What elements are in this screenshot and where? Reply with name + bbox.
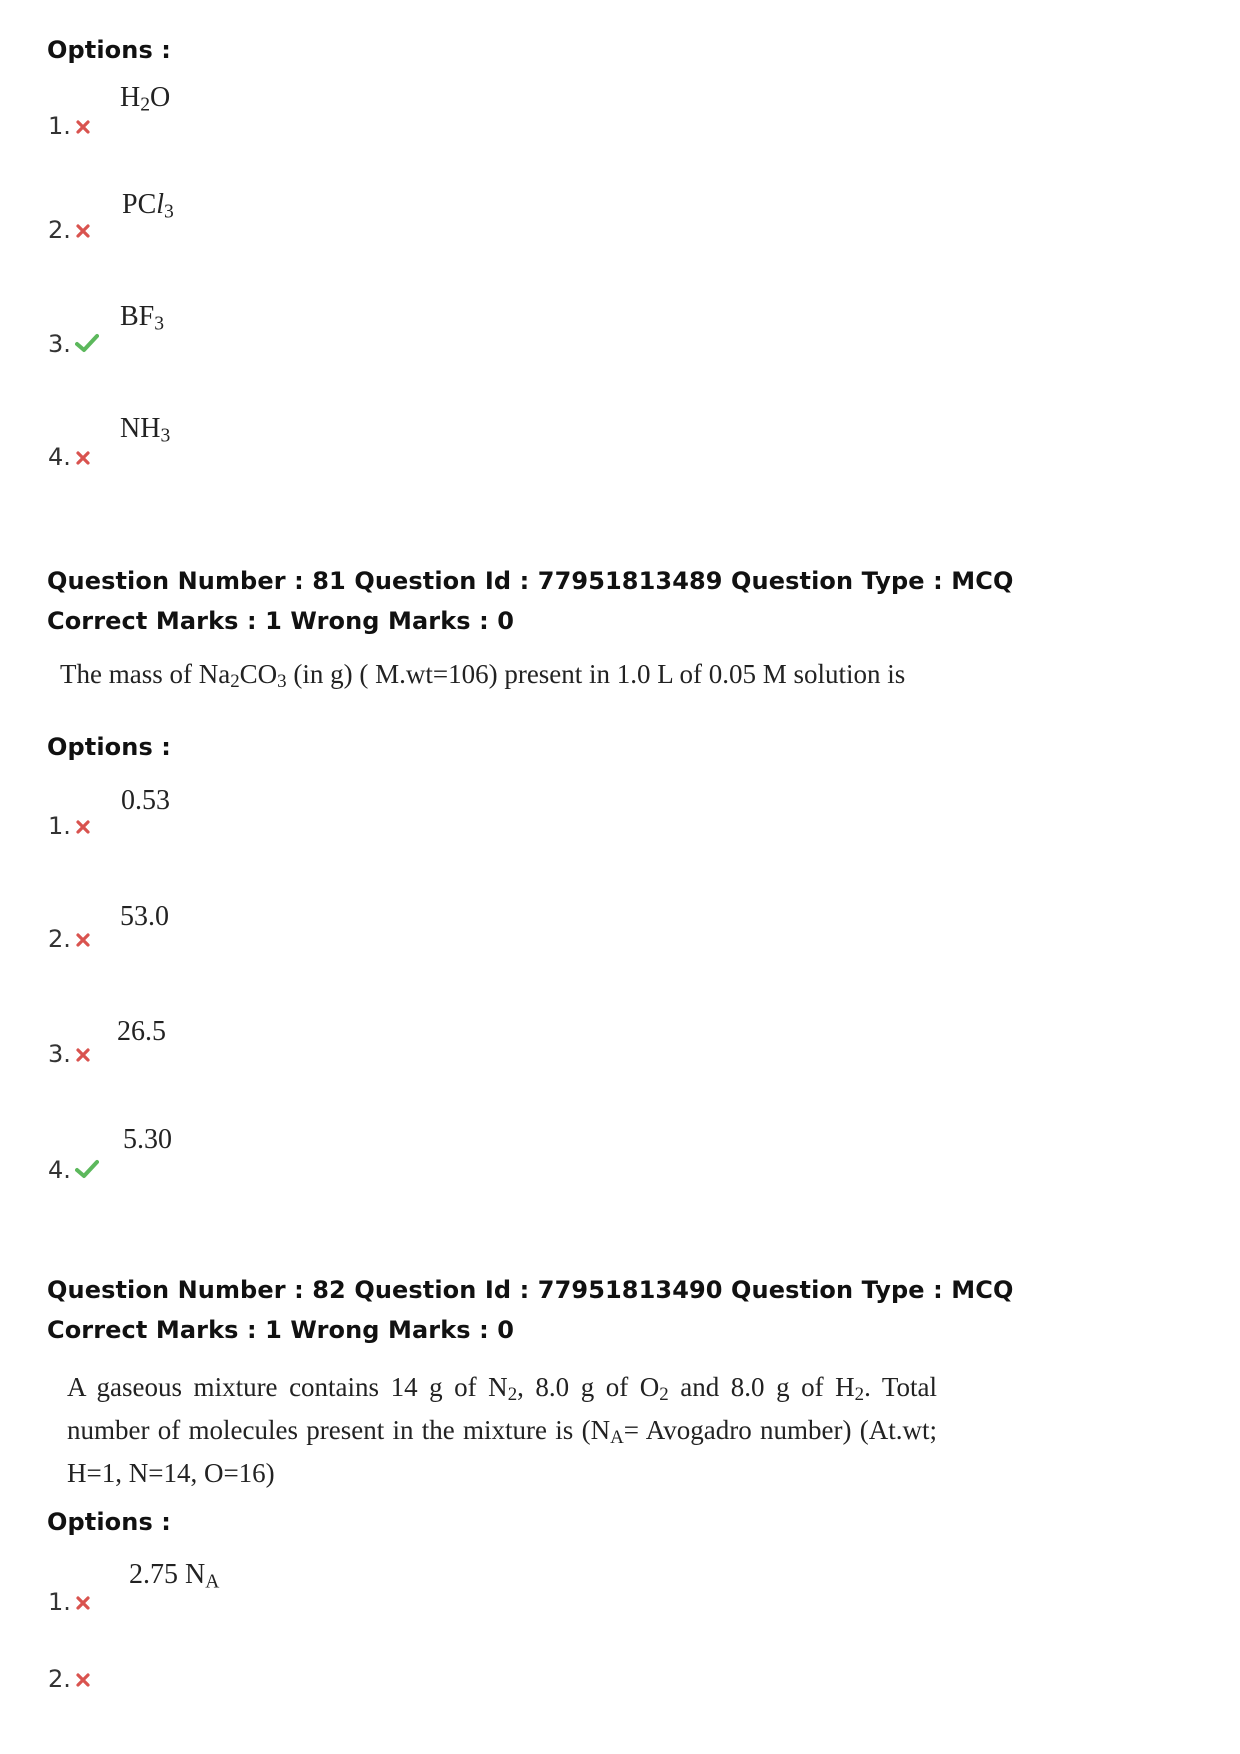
option-row xyxy=(48,812,91,841)
cross-icon xyxy=(75,1041,91,1069)
option-value: PCl$_3$ xyxy=(122,189,174,223)
option-row xyxy=(48,112,91,141)
option-number: 1. xyxy=(48,112,71,140)
options-label: Options : xyxy=(47,1508,171,1536)
cross-icon xyxy=(75,1589,91,1617)
option-value: 2.75 $N_A$ xyxy=(129,1559,220,1593)
option-number: 2. xyxy=(48,1665,71,1693)
check-icon xyxy=(75,331,99,359)
option-number: 3. xyxy=(48,1040,71,1068)
check-icon xyxy=(75,1157,99,1185)
option-number: 2. xyxy=(48,216,71,244)
option-row xyxy=(48,1156,99,1185)
cross-icon xyxy=(75,1666,91,1694)
marks-info: Correct Marks : 1 Wrong Marks : 0 xyxy=(47,1316,515,1344)
option-number: 3. xyxy=(48,330,71,358)
cross-icon xyxy=(75,113,91,141)
option-row xyxy=(48,330,99,359)
option-value: 53.0 xyxy=(120,901,169,932)
option-row xyxy=(48,1040,91,1069)
option-value: $BF_3$ xyxy=(120,301,165,335)
option-row xyxy=(48,925,91,954)
option-row xyxy=(48,1588,91,1617)
option-value: $H_2O$ xyxy=(120,82,171,116)
marks-info: Correct Marks : 1 Wrong Marks : 0 xyxy=(47,607,515,635)
option-number: 1. xyxy=(48,812,71,840)
option-number: 4. xyxy=(48,443,71,471)
question-header: Question Number : 82 Question Id : 77951813490 Question Type : MCQ xyxy=(47,1276,1014,1304)
cross-icon xyxy=(75,444,91,472)
options-label: Options : xyxy=(47,733,171,761)
option-number: 2. xyxy=(48,925,71,953)
cross-icon xyxy=(75,813,91,841)
cross-icon xyxy=(75,217,91,245)
option-row xyxy=(48,216,91,245)
cross-icon xyxy=(75,926,91,954)
option-number: 4. xyxy=(48,1156,71,1184)
option-row xyxy=(48,443,91,472)
option-value: $NH_3$ xyxy=(120,413,171,447)
option-value: 26.5 xyxy=(117,1016,166,1047)
question-header: Question Number : 81 Question Id : 77951813489 Question Type : MCQ xyxy=(47,567,1014,595)
question-text: The mass of $Na_2CO_3$ (in g) ( M.wt=106) present in 1.0 L of 0.05 M solution is xyxy=(60,659,906,693)
question-text: A gaseous mixture contains 14 g of $N_2$, 8.0 g of $O_2$ and 8.0 g of $H_2$. Total number of molecules present in the mixture is ($N_A=$ Avogadro number) (At.wt; H=1, N=14, O=16) xyxy=(67,1372,937,1488)
option-value: 0.53 xyxy=(121,785,170,816)
option-number: 1. xyxy=(48,1588,71,1616)
options-label: Options : xyxy=(47,36,171,64)
option-row xyxy=(48,1665,91,1694)
option-value: 5.30 xyxy=(123,1124,172,1155)
